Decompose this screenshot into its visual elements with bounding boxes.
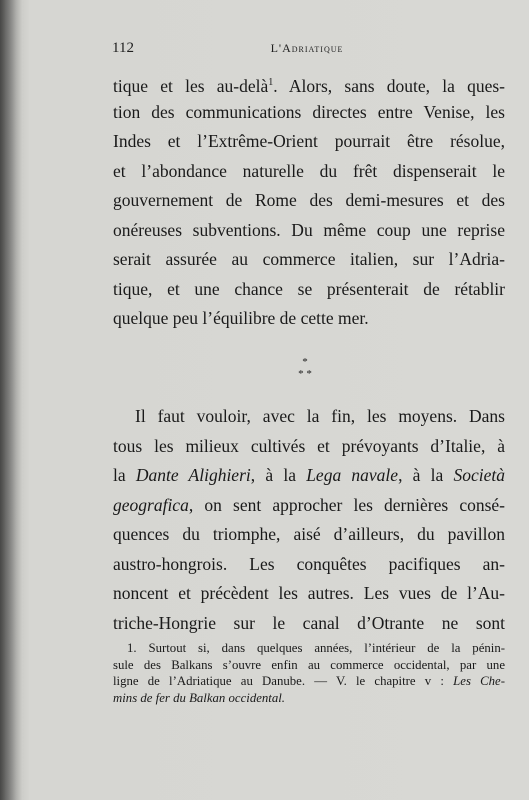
footnote-line: mins de fer du Balkan occidental. [113,690,286,705]
text-line: quences du triomphe, aisé d’ailleurs, du pavillon [113,524,505,544]
text-line: onéreuses subventions. Du même coup une reprise [113,219,505,240]
text-line: tique et les au-delà$^1$. Alors, sans doute, la ques- [113,76,505,96]
paragraph-new [113,402,505,638]
text-line: tous les milieux cultivés et prévoyants d’Italie, à [113,435,505,456]
text-line: Il faut vouloir, avec la fin, les moyens. Dans [135,406,505,426]
italic-title: Lega navale [306,465,399,485]
page-number: 112 [112,40,134,56]
text-line: noncent et précèdent les autres. Les vues de l’Au- [113,583,505,603]
page-header [110,38,504,60]
paragraph-continued [113,68,505,334]
text-line: tion des communications directes entre Venise, les [113,101,505,122]
section-asterism: * * * [298,356,312,380]
footnote-ref: 1 [268,77,274,88]
text-line: gouvernement de Rome des demi-mesures et des [113,190,505,210]
italic-title: geografica [113,494,189,515]
text-line: et l’abondance naturelle du frêt dispenserait le [113,160,505,181]
running-head: L'Adriatique [270,41,344,55]
footnote-line: ligne de l’Adriatique au Danube. — V. le chapitre v : Les Che- [113,674,505,688]
italic-title: Dante Alighieri [135,465,251,485]
text-line: austro-hongrois. Les conquêtes pacifiques an- [113,553,505,574]
text-line: triche-Hongrie sur le canal d’Otrante ne sont [113,612,505,633]
text-line: tique, et une chance se présenterait de rétablir [113,278,505,299]
text-line: quelque peu l’équilibre de cette mer. [113,308,369,328]
italic-title: Società [453,465,506,485]
text-line: la Dante Alighieri, à la Lega navale, à la Società [113,465,506,485]
footnote-line: 1. Surtout si, dans quelques années, l’intérieur de la pénin- [127,641,505,655]
text-line: serait assurée au commerce italien, sur l’Adria- [113,249,505,269]
text-line: Indes et l’Extrême-Orient pourrait être résolue, [113,131,505,151]
footnote [113,640,505,706]
footnote-line: sule des Balkans s’ouvre enfin au commerce occidental, par une [113,657,505,672]
binding-shadow [0,0,22,800]
text-line: geografica, on sent approcher les dernières consé- [113,494,505,515]
